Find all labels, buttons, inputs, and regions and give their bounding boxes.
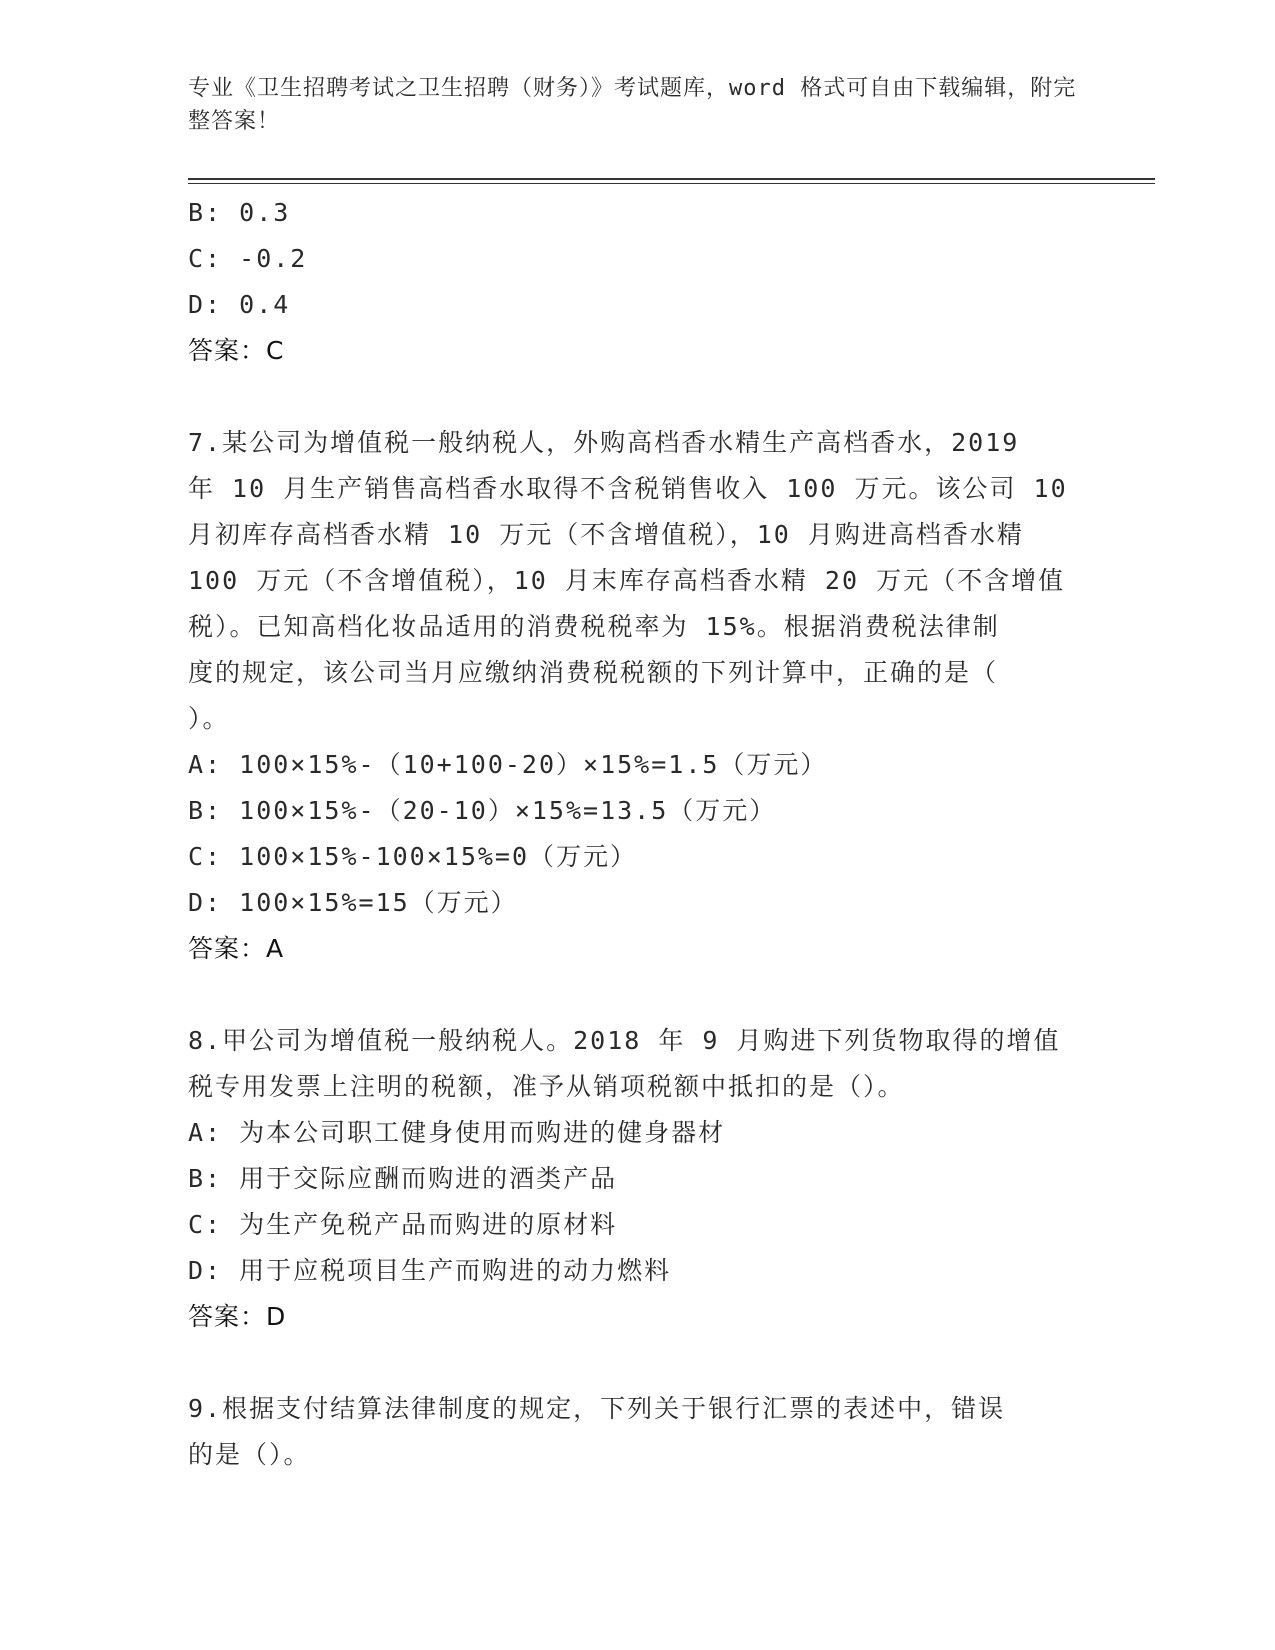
question-6 [188, 190, 1088, 374]
header-divider-thick [188, 178, 1155, 180]
option-b: B: 100×15%-（20-10）×15%=13.5（万元） [188, 796, 777, 825]
option-c: C: 为生产免税产品而购进的原材料 [188, 1210, 618, 1239]
question-stem-line: 税）。已知高档化妆品适用的消费税税率为 15%。根据消费税法律制 [188, 612, 1000, 641]
option-d: D: 0.4 [188, 290, 291, 319]
option-d: D: 100×15%=15（万元） [188, 888, 518, 917]
option-c: C: -0.2 [188, 244, 308, 273]
option-d: D: 用于应税项目生产而购进的动力燃料 [188, 1256, 672, 1285]
option-b: B: 用于交际应酬而购进的酒类产品 [188, 1164, 618, 1193]
option-c: C: 100×15%-100×15%=0（万元） [188, 842, 638, 871]
question-stem-line: 月初库存高档香水精 10 万元（不含增值税），10 月购进高档香水精 [188, 520, 1024, 549]
answer: 答案：A [188, 934, 285, 963]
option-b: B: 0.3 [188, 198, 291, 227]
question-stem-line: 9.根据支付结算法律制度的规定，下列关于银行汇票的表述中，错误 [188, 1394, 1006, 1423]
question-stem-line: 度的规定，该公司当月应缴纳消费税税额的下列计算中，正确的是（ [188, 658, 999, 687]
answer: 答案：C [188, 336, 285, 365]
option-a: A: 为本公司职工健身使用而购进的健身器材 [188, 1118, 726, 1147]
document-body [188, 190, 1088, 1478]
question-stem-line: 税专用发票上注明的税额，准予从销项税额中抵扣的是（）。 [188, 1072, 905, 1101]
question-7 [188, 420, 1088, 972]
question-8 [188, 1018, 1088, 1340]
answer: 答案：D [188, 1302, 287, 1331]
question-stem-line: 8.甲公司为增值税一般纳税人。2018 年 9 月购进下列货物取得的增值 [188, 1026, 1061, 1055]
question-stem-line: ）。 [188, 704, 230, 733]
header-title: 专业《卫生招聘考试之卫生招聘（财务）》考试题库，word 格式可自由下载编辑，附完整答案！ [188, 76, 1077, 134]
question-stem-line: 7.某公司为增值税一般纳税人，外购高档香水精生产高档香水，2019 [188, 428, 1020, 457]
question-9 [188, 1386, 1088, 1478]
question-stem-line: 年 10 月生产销售高档香水取得不含税销售收入 100 万元。该公司 10 [188, 474, 1068, 503]
header-divider-thin [188, 183, 1155, 184]
option-a: A: 100×15%-（10+100-20）×15%=1.5（万元） [188, 750, 828, 779]
document-header [188, 72, 1078, 138]
question-stem-line: 的是（）。 [188, 1440, 311, 1469]
question-stem-line: 100 万元（不含增值税），10 月末库存高档香水精 20 万元（不含增值 [188, 566, 1066, 595]
